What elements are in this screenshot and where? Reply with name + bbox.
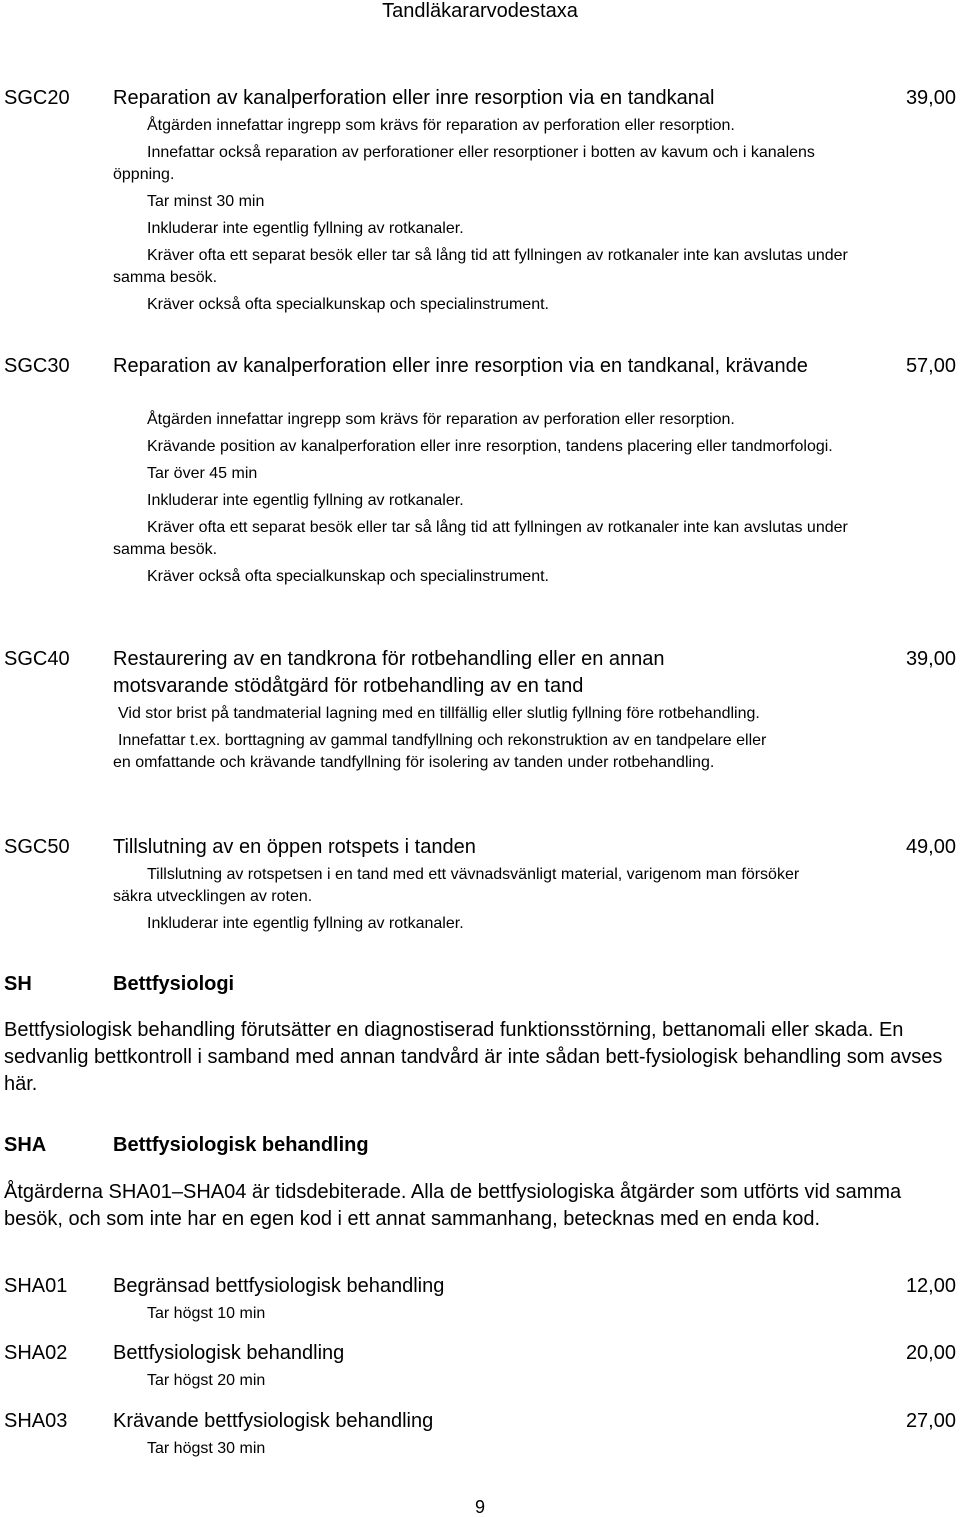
detail-text: Inkluderar inte egentlig fyllning av rotkanaler. — [147, 915, 464, 932]
entry-details — [113, 1303, 853, 1325]
section-code: SH — [4, 973, 32, 995]
entry-price: 49,00 — [905, 836, 956, 858]
entry-details — [113, 703, 813, 779]
entry-details — [113, 1370, 853, 1392]
section-title: Bettfysiologi — [113, 973, 235, 995]
detail-text: Kräver ofta ett separat besök eller tar så lång tid att fyllningen av rotkanaler inte kan avslutas under samma besök. — [113, 247, 848, 286]
section-title: Bettfysiologisk behandling — [113, 1134, 369, 1156]
section-code: SHA — [4, 1134, 47, 1156]
section-description: Bettfysiologisk behandling förutsätter en diagnostiserad funktionsstörning, bettanomali eller skada. En sedvanlig bettkontroll i samband med annan tandvård är inte sådan bett-fysiologisk behandling som avses här. — [4, 1019, 943, 1095]
detail-text: Inkluderar inte egentlig fyllning av rotkanaler. — [147, 220, 464, 237]
page-number: 9 — [474, 1497, 485, 1517]
entry-price: 27,00 — [905, 1410, 956, 1432]
detail-text: Innefattar t.ex. borttagning av gammal tandfyllning och rekonstruktion av en tandpelare eller en omfattande och krävande tandfyllning för isolering av tanden under rotbehandling. — [113, 732, 767, 771]
entry-title: Krävande bettfysiologisk behandling — [113, 1410, 434, 1432]
entry-price: 39,00 — [905, 87, 956, 109]
detail-text: Inkluderar inte egentlig fyllning av rotkanaler. — [147, 492, 464, 509]
detail-text: Tar minst 30 min — [147, 193, 265, 210]
entry-code: SGC50 — [4, 836, 70, 858]
page-header: Tandläkararvodestaxa — [382, 0, 578, 22]
entry-title: Reparation av kanalperforation eller inre resorption via en tandkanal — [113, 87, 715, 109]
entry-details — [113, 864, 833, 940]
detail-text: Tar högst 30 min — [147, 1440, 266, 1457]
detail-text: Tillslutning av rotspetsen i en tand med ett vävnadsvänligt material, varigenom man försöker säkra utvecklingen av roten. — [113, 866, 800, 905]
entry-details — [113, 1438, 853, 1460]
entry-price: 12,00 — [905, 1275, 956, 1297]
entry-code: SGC30 — [4, 355, 70, 377]
entry-title: Tillslutning av en öppen rotspets i tanden — [113, 836, 476, 858]
entry-price: 20,00 — [905, 1342, 956, 1364]
detail-text: Kräver också ofta specialkunskap och specialinstrument. — [147, 296, 549, 313]
detail-text: Innefattar också reparation av perforationer eller resorptioner i botten av kavum och i kanalens öppning. — [113, 144, 815, 183]
entry-code: SHA02 — [4, 1342, 68, 1364]
detail-text: Vid stor brist på tandmaterial lagning med en tillfällig eller slutlig fyllning före rotbehandling. — [118, 705, 760, 722]
detail-text: Krävande position av kanalperforation eller inre resorption, tandens placering eller tandmorfologi. — [147, 438, 833, 455]
entry-details — [113, 115, 853, 321]
entry-title: Begränsad bettfysiologisk behandling — [113, 1275, 445, 1297]
entry-price: 57,00 — [905, 355, 956, 377]
detail-text: Tar över 45 min — [147, 465, 258, 482]
detail-text: Åtgärden innefattar ingrepp som krävs för reparation av perforation eller resorption. — [147, 411, 735, 428]
section-description: Åtgärderna SHA01–SHA04 är tidsdebiterade. Alla de bettfysiologiska åtgärder som utförts vid samma besök, och som inte har en egen kod i ett annat sammanhang, betecknas med en enda kod. — [4, 1181, 902, 1230]
entry-title: Bettfysiologisk behandling — [113, 1342, 345, 1364]
entry-code: SHA03 — [4, 1410, 68, 1432]
detail-text: Kräver också ofta specialkunskap och specialinstrument. — [147, 568, 549, 585]
entry-code: SHA01 — [4, 1275, 68, 1297]
detail-text: Kräver ofta ett separat besök eller tar så lång tid att fyllningen av rotkanaler inte kan avslutas under samma besök. — [113, 519, 848, 558]
detail-text: Tar högst 20 min — [147, 1372, 266, 1389]
entry-code: SGC20 — [4, 87, 70, 109]
entry-title: Reparation av kanalperforation eller inre resorption via en tandkanal, krävande — [113, 355, 808, 377]
entry-price: 39,00 — [905, 648, 956, 670]
detail-text: Tar högst 10 min — [147, 1305, 266, 1322]
detail-text: Åtgärden innefattar ingrepp som krävs för reparation av perforation eller resorption. — [147, 117, 735, 134]
entry-title: Restaurering av en tandkrona för rotbehandling eller en annan motsvarande stödåtgärd för rotbehandling av en tand — [113, 648, 665, 697]
entry-details — [113, 409, 853, 593]
entry-code: SGC40 — [4, 648, 70, 670]
